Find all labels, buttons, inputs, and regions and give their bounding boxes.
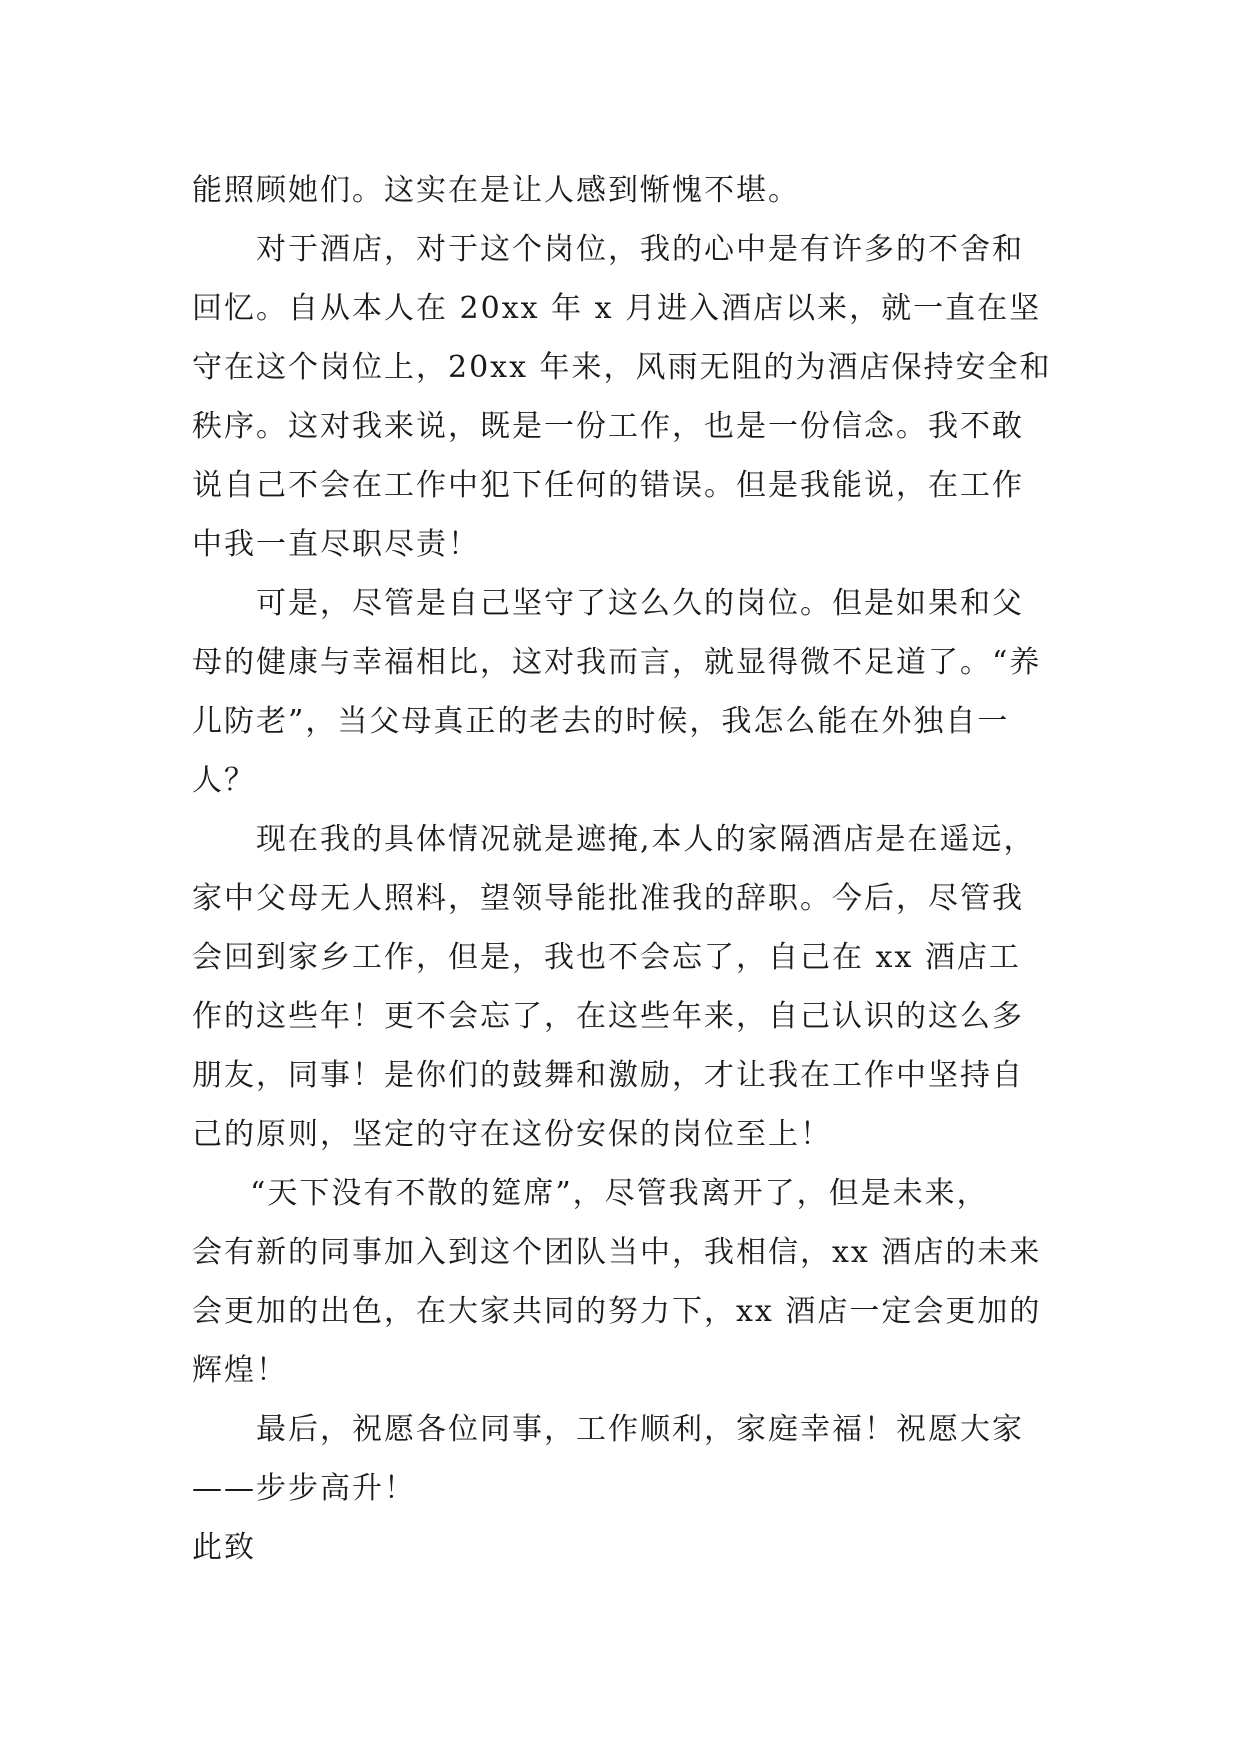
text-line: 会更加的出色，在大家共同的努力下，xx 酒店一定会更加的 <box>192 1294 1042 1329</box>
text-line: “天下没有不散的筵席”，尽管我离开了，但是未来， <box>250 1176 989 1211</box>
text-line: 说自己不会在工作中犯下任何的错误。但是我能说，在工作 <box>192 468 1024 503</box>
text-line: 人？ <box>192 763 256 798</box>
text-line: 秩序。这对我来说，既是一份工作，也是一份信念。我不敢 <box>192 409 1024 444</box>
text-line: 作的这些年！更不会忘了，在这些年来，自己认识的这么多 <box>192 999 1024 1034</box>
text-line: 己的原则，坚定的守在这份安保的岗位至上！ <box>192 1117 832 1152</box>
text-line: 会回到家乡工作，但是，我也不会忘了，自己在 xx 酒店工 <box>192 940 1021 975</box>
closing-salutation: 此致 <box>192 1530 256 1565</box>
letter-body <box>192 161 1052 1577</box>
text-line: 对于酒店，对于这个岗位，我的心中是有许多的不舍和 <box>256 232 1024 267</box>
text-line: 回忆。自从本人在 20xx 年 x 月进入酒店以来，就一直在坚 <box>192 291 1042 326</box>
text-line: 中我一直尽职尽责！ <box>192 527 480 562</box>
text-line: 可是，尽管是自己坚守了这么久的岗位。但是如果和父 <box>256 586 1024 621</box>
text-line: 辉煌！ <box>192 1353 288 1388</box>
text-line: ——步步高升！ <box>192 1471 416 1506</box>
text-line: 会有新的同事加入到这个团队当中，我相信，xx 酒店的未来 <box>192 1235 1042 1270</box>
text-line: 母的健康与幸福相比，这对我而言，就显得微不足道了。“养 <box>192 645 1042 680</box>
text-line: 儿防老”，当父母真正的老去的时候，我怎么能在外独自一 <box>192 704 1010 739</box>
text-line: 能照顾她们。这实在是让人感到惭愧不堪。 <box>192 173 800 208</box>
text-line: 家中父母无人照料，望领导能批准我的辞职。今后，尽管我 <box>192 881 1024 916</box>
text-line: 朋友，同事！是你们的鼓舞和激励，才让我在工作中坚持自 <box>192 1058 1024 1093</box>
text-line: 守在这个岗位上，20xx 年来，风雨无阻的为酒店保持安全和 <box>192 350 1052 385</box>
text-line: 现在我的具体情况就是遮掩,本人的家隔酒店是在遥远， <box>256 822 1036 857</box>
text-line: 最后，祝愿各位同事，工作顺利，家庭幸福！祝愿大家 <box>256 1412 1024 1447</box>
